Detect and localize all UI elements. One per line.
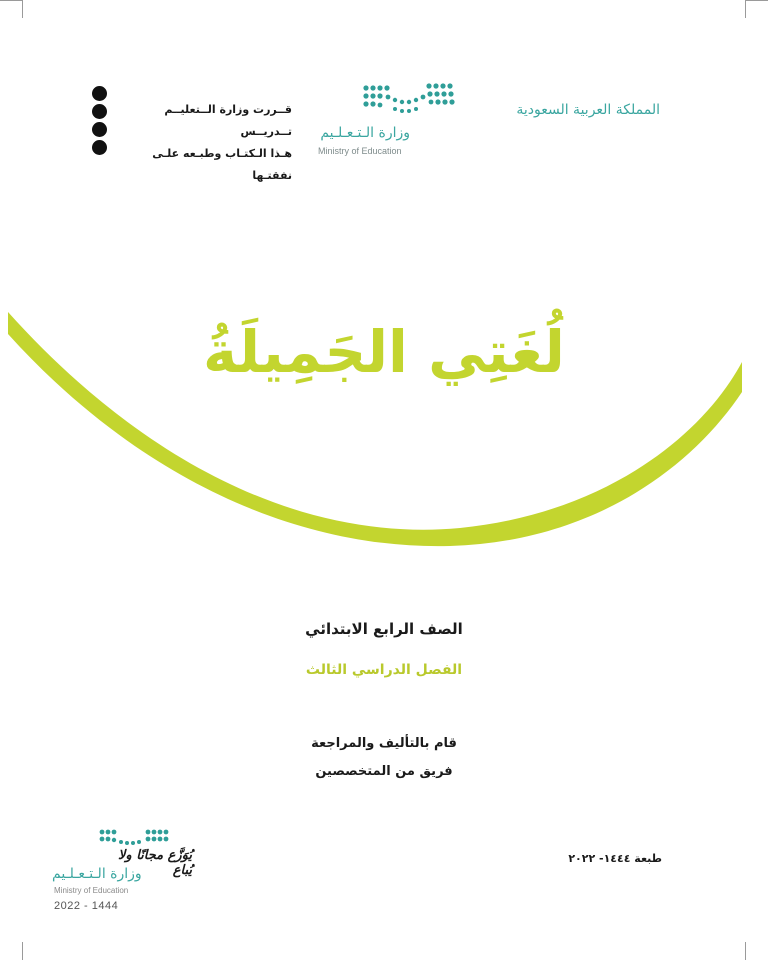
year-label: 2022 - 1444 [54,900,119,912]
crop-mark [746,0,768,1]
ministry-logo [300,80,470,165]
crop-mark [0,0,22,1]
authors-line-2: فريق من المتخصصين [315,764,453,779]
crop-mark [22,942,23,960]
bottom-ministry-logo [52,826,192,921]
bullet-dots [92,86,112,158]
slogan-text: يُوَزَّع مجانًا ولا يُباع [117,848,192,878]
bottom-dots-icon [96,826,196,848]
bottom-ministry-name-en: Ministry of Education [54,886,129,895]
kingdom-label: المملكة العربية السعودية [516,102,660,118]
grade-label: الصف الرابع الابتدائي [305,620,463,638]
ministry-name-en: Ministry of Education [318,146,402,156]
term-label: الفصل الدراسي الثالث [305,662,463,678]
crop-mark [22,0,23,18]
authors-line-1: قام بالتأليف والمراجعة [311,736,457,751]
decree-line-1: قــررت وزارة الــتعليــم تــدريــس [164,103,292,138]
decree-line-2: هـذا الـكتـاب وطبـعه علـى نفقتـها [152,147,292,182]
crop-mark [745,942,746,960]
ministry-dots-icon [300,80,470,120]
decree-text [117,99,292,187]
bottom-ministry-name-ar: وزارة الـتـعـلـيم [52,866,142,882]
book-title: لُغَتِي الجَمِيلَةُ [203,318,565,386]
decree-block [92,86,292,182]
ministry-name-ar: وزارة الـتـعـلـيم [320,125,410,141]
edition-label: طبعة ١٤٤٤- ٢٠٢٢ [568,852,662,865]
crop-mark [745,0,746,18]
